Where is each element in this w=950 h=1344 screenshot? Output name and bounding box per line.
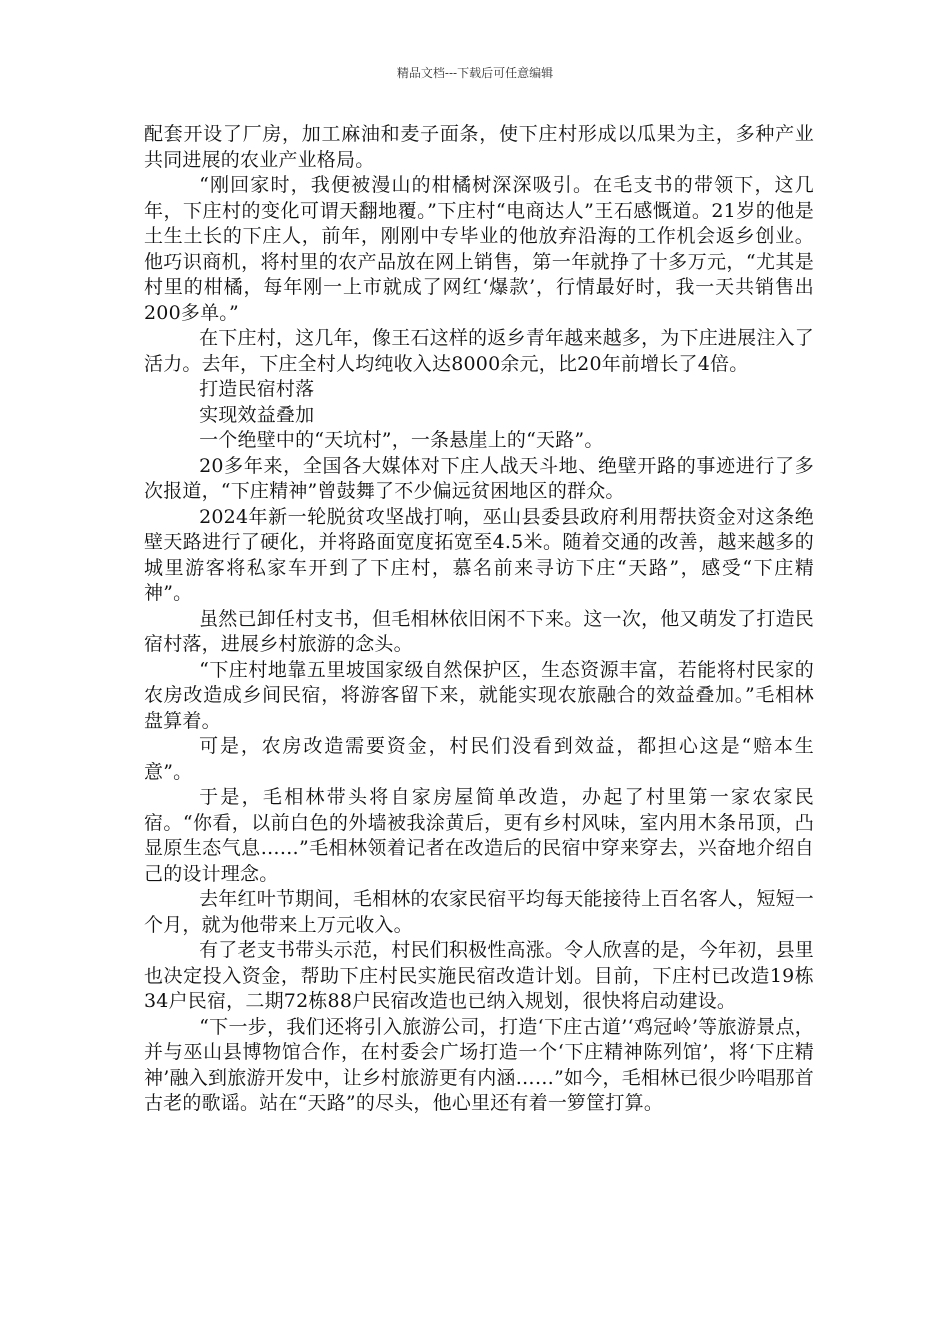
paragraph: “下庄村地靠五里坡国家级自然保护区，生态资源丰富，若能将村民家的农房改造成乡间民宿，将游客留下来，就能实现农旅融合的效益叠加。”毛相林盘算着。 xyxy=(144,658,814,732)
paragraph: 有了老支书带头示范，村民们积极性高涨。令人欣喜的是，今年初，县里也决定投入资金，帮助下庄村民实施民宿改造计划。目前，下庄村已改造19栋34户民宿，二期72栋88户民宿改造也已纳入规划，很快将启动建设。 xyxy=(144,939,814,1012)
paragraph: 20多年来，全国各大媒体对下庄人战天斗地、绝壁开路的事迹进行了多次报道，“下庄精神”曾鼓舞了不少偏远贫困地区的群众。 xyxy=(144,454,814,502)
paragraph: 虽然已卸任村支书，但毛相林依旧闲不下来。这一次，他又萌发了打造民宿村落，进展乡村旅游的念头。 xyxy=(144,607,814,655)
paragraph: 于是，毛相林带头将自家房屋简单改造，办起了村里第一家农家民宿。“你看，以前白色的外墙被我涂黄后，更有乡村风味，室内用木条吊顶，凸显原生态气息……”毛相林领着记者在改造后的民宿中穿来穿去，兴奋地介绍自己的设计理念。 xyxy=(144,786,814,885)
article-body xyxy=(144,122,814,1117)
paragraph: “刚回家时，我便被漫山的柑橘树深深吸引。在毛支书的带领下，这几年，下庄村的变化可谓天翻地覆。”下庄村“电商达人”王石感慨道。21岁的他是土生土长的下庄人，前年，刚刚中专毕业的他放弃沿海的工作机会返乡创业。他巧识商机，将村里的农产品放在网上销售，第一年就挣了十多万元，“尤其是村里的柑橘，每年刚一上市就成了网红‘爆款’，行情最好时，我一天共销售出200多单。” xyxy=(144,174,814,324)
paragraph: 去年红叶节期间，毛相林的农家民宿平均每天能接待上百名客人，短短一个月，就为他带来上万元收入。 xyxy=(144,888,814,936)
paragraph: “下一步，我们还将引入旅游公司，打造‘下庄古道’‘鸡冠岭’等旅游景点，并与巫山县博物馆合作，在村委会广场打造一个‘下庄精神陈列馆’，将‘下庄精神’融入到旅游开发中，让乡村旅游更有内涵……”如今，毛相林已很少吟唱那首古老的歌谣。站在“天路”的尽头，他心里还有着一箩筐打算。 xyxy=(144,1015,814,1114)
paragraph: 可是，农房改造需要资金，村民们没看到效益，都担心这是“赔本生意”。 xyxy=(144,735,814,783)
section-heading: 打造民宿村落 xyxy=(199,378,315,400)
paragraph: 一个绝壁中的“天坑村”，一条悬崖上的“天路”。 xyxy=(199,429,604,451)
page-header: 精品文档---下载后可任意编辑 xyxy=(396,66,554,80)
paragraph: 配套开设了厂房，加工麻油和麦子面条，使下庄村形成以瓜果为主，多种产业共同进展的农业产业格局。 xyxy=(144,123,814,171)
paragraph: 在下庄村，这几年，像王石这样的返乡青年越来越多，为下庄进展注入了活力。去年，下庄全村人均纯收入达8000余元，比20年前增长了4倍。 xyxy=(144,327,814,375)
section-heading: 实现效益叠加 xyxy=(199,403,315,426)
paragraph: 2024年新一轮脱贫攻坚战打响，巫山县委县政府利用帮扶资金对这条绝壁天路进行了硬化，并将路面宽度拓宽至4.5米。随着交通的改善，越来越多的城里游客将私家车开到了下庄村，慕名前来寻访下庄“天路”，感受“下庄精神”。 xyxy=(144,505,814,604)
